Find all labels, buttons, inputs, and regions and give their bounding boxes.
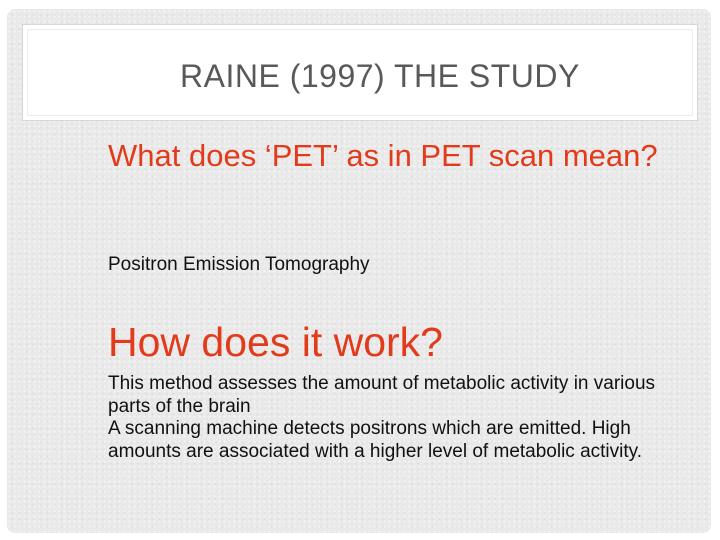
- slide-title: RAINE (1997) THE STUDY: [180, 58, 580, 94]
- question-pet-meaning: What does ‘PET’ as in PET scan mean?: [108, 138, 658, 173]
- answer-how-it-works: [108, 373, 698, 463]
- answer-pet-meaning: Positron Emission Tomography: [108, 254, 370, 275]
- answer-paragraph: A scanning machine detects positrons which are emitted. High amounts are associated with a higher level of metabolic activity.: [108, 418, 643, 462]
- answer-paragraph: This method assesses the amount of metabolic activity in various parts of the brain: [108, 373, 656, 417]
- question-how-it-works: How does it work?: [108, 319, 443, 365]
